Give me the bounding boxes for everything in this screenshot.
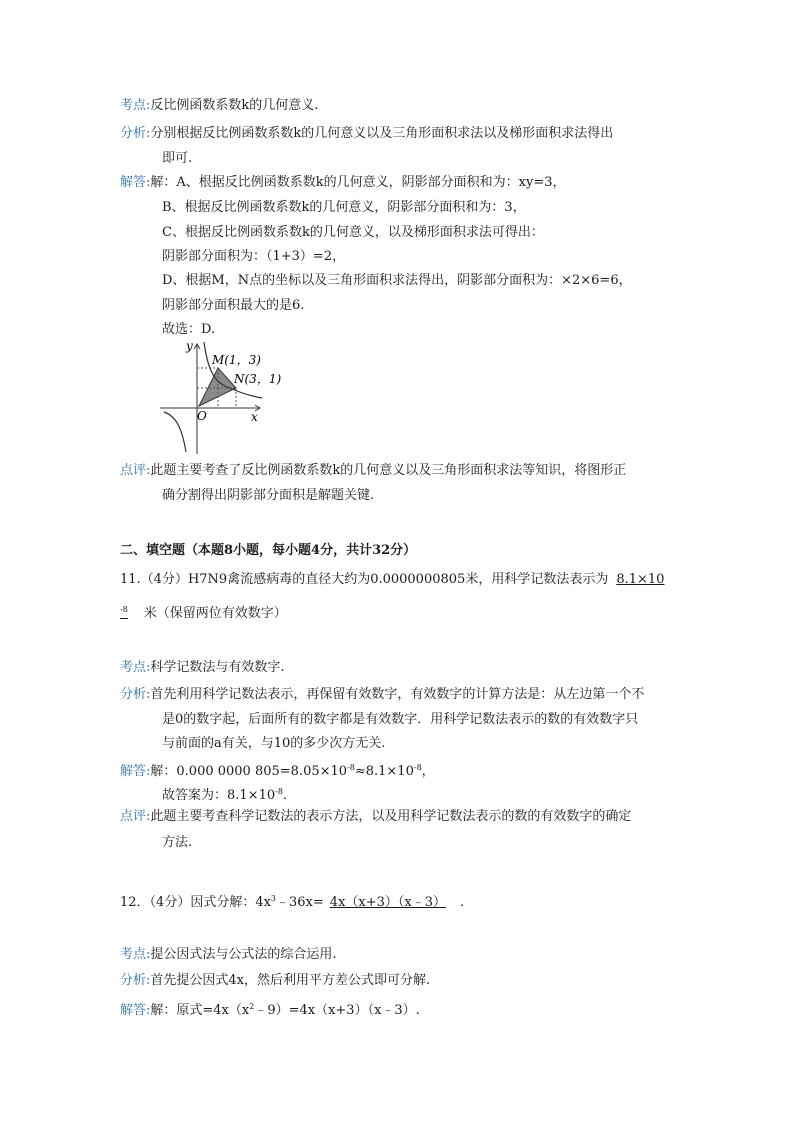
kaodian-label: 考点: bbox=[120, 947, 151, 962]
exponent: 2 bbox=[249, 1002, 255, 1011]
q12-jieda bbox=[120, 998, 420, 1020]
hyperbola-figure bbox=[150, 336, 290, 458]
section-title: 二、填空题（本题8小题，每小题4分，共计32分） bbox=[120, 543, 417, 558]
y-label: y bbox=[186, 339, 193, 353]
q10-fenxi bbox=[120, 125, 613, 143]
fenxi-label: 分析: bbox=[120, 973, 151, 988]
fenxi-text: 首先提公因式4x，然后利用平方差公式即可分解. bbox=[150, 973, 431, 988]
jieda-line: 解：A、根据反比例函数系数k的几何意义，阴影部分面积和为：xy=3， bbox=[150, 175, 566, 190]
jieda-line: B、根据反比例函数系数k的几何意义，阴影部分面积和为：3， bbox=[162, 200, 526, 215]
fenxi-line2: 是0的数字起，后面所有的数字都是有效数字．用科学记数法表示的数的有效数字只 bbox=[162, 712, 639, 727]
fenxi-line2: 即可. bbox=[162, 151, 193, 166]
q11-stem bbox=[120, 571, 664, 589]
jieda-text: 解：0.000 0000 805=8.05×10 bbox=[150, 764, 348, 779]
exponent: -8 bbox=[347, 763, 355, 772]
jieda-label: 解答: bbox=[120, 175, 151, 190]
jieda-line: 阴影部分面积为：（1+3）=2， bbox=[162, 249, 346, 264]
q12-stem-end: . bbox=[460, 895, 465, 910]
exponent: 3 bbox=[270, 894, 277, 903]
q10-dianping bbox=[120, 462, 626, 480]
jieda-line: C、根据反比例函数系数k的几何意义，以及梯形面积求法可得出： bbox=[162, 225, 544, 240]
q12-stem bbox=[120, 890, 464, 912]
q12-kaodian bbox=[120, 946, 337, 964]
q12-stem-text: 12．（4分）因式分解：4x bbox=[120, 895, 271, 910]
hyperbola-branch-2 bbox=[164, 412, 186, 452]
jieda-text: . bbox=[282, 788, 288, 803]
jieda-text: 解：原式=4x（x bbox=[150, 1003, 250, 1018]
dianping-line2: 确分割得出阴影部分面积是解题关键. bbox=[162, 488, 375, 503]
q11-jieda bbox=[120, 759, 435, 781]
q11-stem-line2 bbox=[120, 601, 287, 623]
x-label: x bbox=[251, 410, 258, 424]
exponent: -8 bbox=[413, 763, 422, 772]
kaodian-text: 提公因式法与公式法的综合运用. bbox=[150, 947, 337, 962]
jieda-label: 解答: bbox=[120, 764, 151, 779]
fenxi-text: 分别根据反比例函数系数k的几何意义以及三角形面积求法以及梯形面积求法得出 bbox=[150, 126, 614, 141]
kaodian-text: 反比例函数系数k的几何意义. bbox=[150, 98, 319, 113]
fenxi-label: 分析: bbox=[120, 126, 151, 141]
dianping-text: 此题主要考查科学记数法的表示方法，以及用科学记数法表示的数的有效数字的确定 bbox=[150, 809, 632, 824]
kaodian-label: 考点: bbox=[120, 98, 151, 113]
jieda-text: ≈8.1×10 bbox=[354, 764, 414, 779]
dianping-label: 点评: bbox=[120, 463, 151, 478]
jieda-line: 阴影部分面积最大的是6. bbox=[162, 298, 305, 313]
q12-fenxi bbox=[120, 972, 430, 990]
dianping-text: 此题主要考查了反比例函数系数k的几何意义以及三角形面积求法等知识，将图形正 bbox=[150, 463, 627, 478]
jieda-text: ， bbox=[421, 764, 435, 779]
q11-answer: 8.1×10 bbox=[616, 572, 665, 587]
jieda-line: 故选：D. bbox=[162, 322, 216, 337]
kaodian-label: 考点: bbox=[120, 660, 151, 675]
q11-stem-text: 11.（4分）H7N9禽流感病毒的直径大约为0.0000000805米，用科学记数法表示为 bbox=[120, 572, 609, 587]
q11-kaodian bbox=[120, 659, 285, 677]
q11-jieda-line2 bbox=[162, 783, 287, 805]
origin-label: O bbox=[197, 409, 207, 423]
q11-answer-exponent: -8 bbox=[120, 605, 128, 614]
q11-dianping bbox=[120, 808, 631, 826]
jieda-text: 故答案为：8.1×10 bbox=[162, 788, 276, 803]
q10-jieda bbox=[120, 174, 566, 192]
dianping-line2: 方法. bbox=[162, 835, 193, 850]
q11-fenxi bbox=[120, 686, 644, 704]
fenxi-label: 分析: bbox=[120, 687, 151, 702]
jieda-line: D、根据M，N点的坐标以及三角形面积求法得出，阴影部分面积为：×2×6=6， bbox=[162, 273, 632, 288]
fenxi-line3: 与前面的a有关，与10的多少次方无关. bbox=[162, 736, 386, 751]
dianping-label: 点评: bbox=[120, 809, 151, 824]
exponent: -8 bbox=[275, 787, 283, 796]
jieda-text: ﹣9）=4x（x+3）（x﹣3）. bbox=[254, 1003, 420, 1018]
q12-stem-text: ﹣36x= bbox=[276, 895, 324, 910]
point-n-label: N(3，1) bbox=[234, 372, 282, 386]
q11-stem-line2-text: 米（保留两位有效数字） bbox=[143, 606, 287, 621]
jieda-label: 解答: bbox=[120, 1003, 151, 1018]
q12-answer: 4x（x+3）（x﹣3） bbox=[329, 895, 446, 910]
point-m-label: M(1，3) bbox=[212, 353, 261, 367]
kaodian-text: 科学记数法与有效数字. bbox=[150, 660, 285, 675]
q10-kaodian bbox=[120, 97, 318, 115]
fenxi-text: 首先利用科学记数法表示，再保留有效数字，有效数字的计算方法是：从左边第一个不 bbox=[150, 687, 645, 702]
